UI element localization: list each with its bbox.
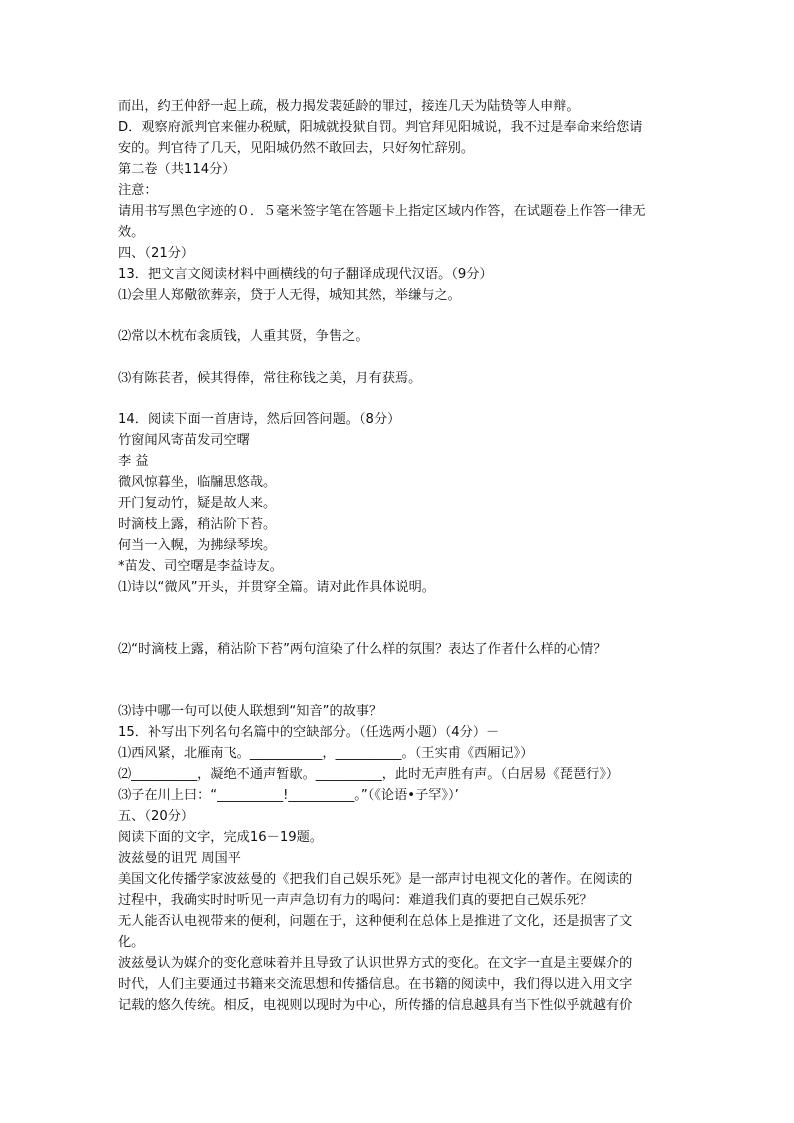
question-15: 15．补写出下列名句名篇中的空缺部分。（任选两小题）（4分）－ [118, 725, 500, 740]
sub-question: ⑵常以木枕布衾质钱，人重其贤，争售之。 [118, 329, 369, 344]
fill-blank: ⑵__________，凝绝不通声暂歇。__________，此时无声胜有声。（白居易《琵琶行》） [118, 767, 620, 782]
fill-blank: ⑴西风紧，北雁南飞。___________，__________。（王实甫《西厢记》） [118, 746, 534, 761]
article-line: 过程中，我确实时时听见一声声急切有力的喝问：难道我们真的要把自己娱乐死？ [118, 893, 593, 908]
text-line: 请用书写黑色字迹的０．５毫米签字笔在答题卡上指定区域内作答，在试题卷上作答一律无 [118, 204, 646, 219]
text-line: 效。 [118, 225, 145, 240]
article-line: 无人能否认电视带来的便利，问题在于，这种便利在总体上是推进了文化，还是损害了文 [118, 914, 633, 929]
article-line: 时代，人们主要通过书籍来交流思想和传播信息。在书籍的阅读中，我们得以进入用文字 [118, 977, 633, 992]
sub-question: ⑶诗中哪一句可以使人联想到“知音”的故事？ [118, 704, 383, 719]
poem-author: 李 益 [118, 454, 149, 469]
sub-question: ⑴会里人郑儆欲葬亲，贷于人无得，城知其然，举缣与之。 [118, 288, 461, 303]
article-title: 波兹曼的诅咒 周国平 [118, 851, 241, 866]
poem-line: 开门复动竹，疑是故人来。 [118, 496, 277, 511]
article-line: 化。 [118, 935, 145, 950]
section-heading: 四、（21分） [118, 246, 195, 261]
sub-question: ⑵“时滴枝上露，稍沾阶下苔”两句渲染了什么样的氛围？表达了作者什么样的心情？ [118, 642, 607, 657]
text-line: 安的。判官待了几天，见阳城仍然不敢回去，只好匆忙辞别。 [118, 141, 475, 156]
poem-line: 微风惊暮坐，临牖思悠哉。 [118, 475, 277, 490]
text-line: 注意： [118, 183, 158, 198]
text-line: D．观察府派判官来催办税赋，阳城就投狱自罚。判官拜见阳城说，我不过是奉命来给您请 [118, 120, 643, 135]
question-13: 13．把文言文阅读材料中画横线的句子翻译成现代汉语。（9分） [118, 267, 493, 282]
fill-blank: ⑶子在川上曰：“__________!__________。”（《论语•子罕》）’ [118, 788, 459, 803]
sub-question: ⑴诗以“微风”开头，并贯穿全篇。请对此作具体说明。 [118, 580, 435, 595]
section-heading: 第二卷（共114分） [118, 162, 236, 177]
article-line: 波兹曼认为媒介的变化意味着并且导致了认识世界方式的变化。在文字一直是主要媒介的 [118, 956, 633, 971]
section-heading: 五、（20分） [118, 809, 195, 824]
text-line: 阅读下面的文字，完成16－19题。 [118, 830, 323, 845]
poem-title: 竹窗闻风寄苗发司空曙 [118, 433, 250, 448]
poem-note: *苗发、司空曙是李益诗友。 [118, 559, 283, 574]
article-line: 美国文化传播学家波兹曼的《把我们自己娱乐死》是一部声讨电视文化的著作。在阅读的 [118, 872, 633, 887]
poem-line: 时滴枝上露，稍沾阶下苔。 [118, 517, 277, 532]
question-14: 14．阅读下面一首唐诗，然后回答问题。（8分） [118, 412, 401, 427]
poem-line: 何当一入幌，为拂绿琴埃。 [118, 538, 277, 553]
sub-question: ⑶有陈苌者，候其得俸，常往称钱之美，月有获焉。 [118, 371, 422, 386]
article-line: 记载的悠久传统。相反，电视则以现时为中心，所传播的信息越具有当下性似乎就越有价 [118, 998, 633, 1013]
text-line: 而出，约王仲舒一起上疏，极力揭发裴延龄的罪过，接连几天为陆贽等人申辩。 [118, 99, 580, 114]
